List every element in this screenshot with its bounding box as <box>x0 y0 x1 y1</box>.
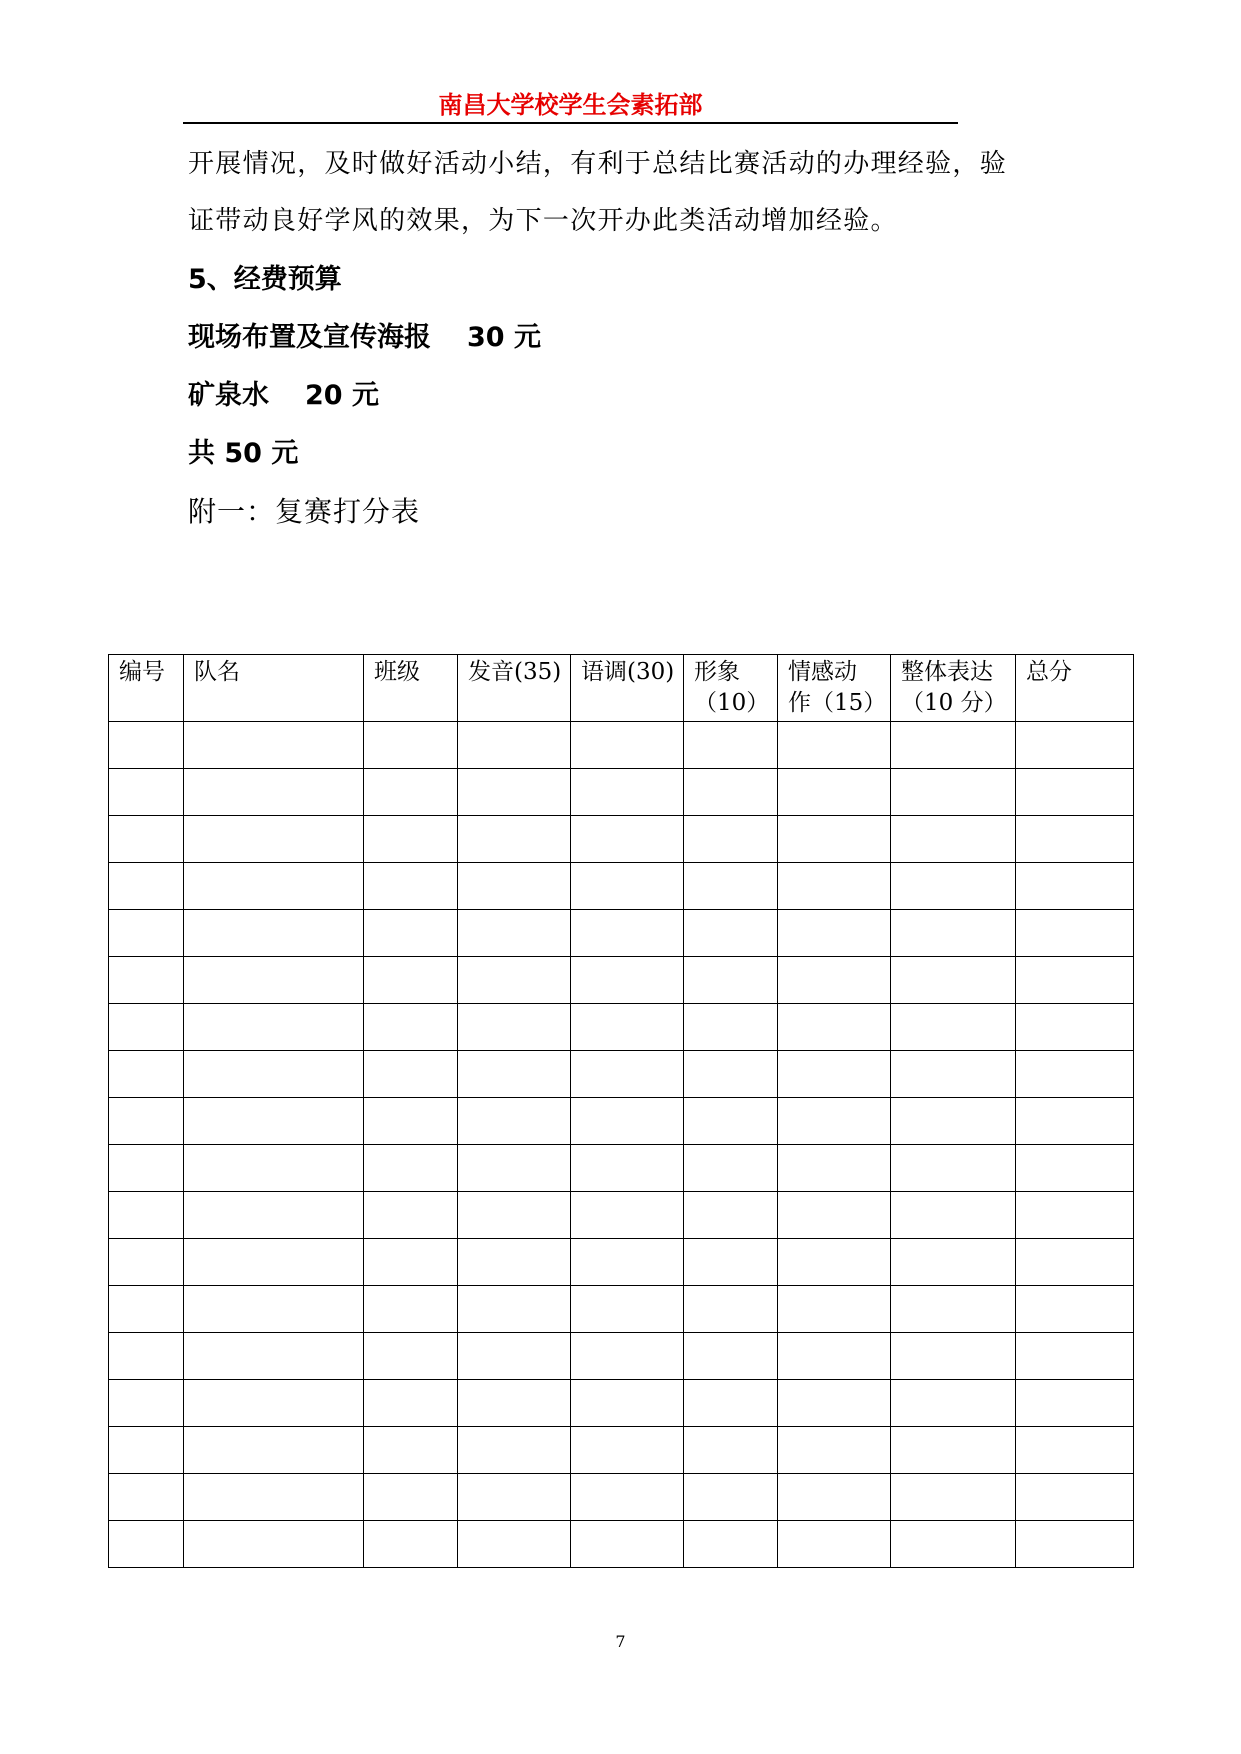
score-cell <box>891 1521 1016 1568</box>
score-cell <box>1016 957 1134 1004</box>
score-cell <box>1016 769 1134 816</box>
budget-line-2 <box>188 378 379 414</box>
score-cell <box>684 769 778 816</box>
score-cell <box>891 910 1016 957</box>
score-cell <box>891 1286 1016 1333</box>
budget-item-amount: 30 元 <box>467 322 541 353</box>
score-cell <box>364 1192 458 1239</box>
table-row <box>109 1098 1134 1145</box>
score-cell <box>778 1239 891 1286</box>
score-table <box>108 654 1134 1568</box>
score-cell <box>684 1098 778 1145</box>
score-cell <box>458 957 571 1004</box>
table-row <box>109 722 1134 769</box>
score-cell <box>364 1380 458 1427</box>
score-cell <box>458 1333 571 1380</box>
score-cell <box>109 957 184 1004</box>
column-header-pronunciation: 发音(35) <box>458 655 571 722</box>
score-cell <box>364 1239 458 1286</box>
score-cell <box>571 1051 684 1098</box>
score-cell <box>684 1521 778 1568</box>
score-cell <box>891 1004 1016 1051</box>
score-table-body <box>109 722 1134 1568</box>
score-cell <box>109 1286 184 1333</box>
score-cell <box>109 816 184 863</box>
table-row <box>109 1192 1134 1239</box>
score-cell <box>364 957 458 1004</box>
table-row <box>109 1239 1134 1286</box>
score-cell <box>458 1427 571 1474</box>
score-cell <box>109 1333 184 1380</box>
score-cell <box>684 816 778 863</box>
table-row <box>109 816 1134 863</box>
score-cell <box>571 1333 684 1380</box>
score-cell <box>571 1521 684 1568</box>
score-cell <box>364 1474 458 1521</box>
score-cell <box>571 1239 684 1286</box>
score-cell <box>1016 1333 1134 1380</box>
document-header-title: 南昌大学校学生会素拓部 <box>438 91 703 119</box>
score-cell <box>184 1145 364 1192</box>
score-cell <box>891 1427 1016 1474</box>
score-cell <box>891 1333 1016 1380</box>
score-cell <box>1016 1427 1134 1474</box>
score-cell <box>109 1192 184 1239</box>
table-row <box>109 957 1134 1004</box>
score-cell <box>458 1286 571 1333</box>
score-cell <box>109 910 184 957</box>
table-row <box>109 1004 1134 1051</box>
score-cell <box>778 769 891 816</box>
score-cell <box>778 1004 891 1051</box>
score-cell <box>109 1145 184 1192</box>
table-row <box>109 1333 1134 1380</box>
score-cell <box>109 1427 184 1474</box>
score-cell <box>184 1239 364 1286</box>
score-cell <box>778 863 891 910</box>
score-cell <box>571 863 684 910</box>
score-cell <box>364 1427 458 1474</box>
score-cell <box>778 1333 891 1380</box>
paragraph-line-2: 证带动良好学风的效果，为下一次开办此类活动增加经验。 <box>188 206 898 236</box>
score-cell <box>571 1286 684 1333</box>
table-row <box>109 1380 1134 1427</box>
score-cell <box>684 1474 778 1521</box>
score-cell <box>364 863 458 910</box>
score-cell <box>458 1051 571 1098</box>
table-row <box>109 910 1134 957</box>
score-cell <box>109 1004 184 1051</box>
score-cell <box>684 1380 778 1427</box>
table-row <box>109 1051 1134 1098</box>
score-cell <box>1016 1004 1134 1051</box>
score-cell <box>684 1286 778 1333</box>
score-cell <box>364 1098 458 1145</box>
score-cell <box>364 816 458 863</box>
score-cell <box>571 957 684 1004</box>
score-cell <box>891 1380 1016 1427</box>
budget-item-amount: 20 元 <box>305 380 379 411</box>
score-cell <box>458 1474 571 1521</box>
score-cell <box>109 722 184 769</box>
score-cell <box>364 1145 458 1192</box>
score-cell <box>109 1051 184 1098</box>
score-cell <box>458 1380 571 1427</box>
score-cell <box>1016 816 1134 863</box>
score-cell <box>571 769 684 816</box>
score-cell <box>458 863 571 910</box>
score-cell <box>891 769 1016 816</box>
budget-item-label: 矿泉水 <box>188 380 269 411</box>
score-cell <box>458 1239 571 1286</box>
table-row <box>109 1145 1134 1192</box>
score-cell <box>1016 1380 1134 1427</box>
score-cell <box>778 1192 891 1239</box>
column-header-team-name: 队名 <box>184 655 364 722</box>
score-cell <box>1016 1286 1134 1333</box>
score-cell <box>684 910 778 957</box>
score-cell <box>684 863 778 910</box>
score-cell <box>891 1474 1016 1521</box>
score-cell <box>109 863 184 910</box>
score-cell <box>458 1192 571 1239</box>
score-cell <box>684 722 778 769</box>
score-cell <box>891 1051 1016 1098</box>
column-header-class: 班级 <box>364 655 458 722</box>
score-cell <box>109 1380 184 1427</box>
score-cell <box>364 1521 458 1568</box>
score-cell <box>184 722 364 769</box>
score-cell <box>778 910 891 957</box>
score-cell <box>184 957 364 1004</box>
score-cell <box>364 1333 458 1380</box>
score-cell <box>778 1427 891 1474</box>
score-cell <box>571 1004 684 1051</box>
score-cell <box>458 1004 571 1051</box>
score-cell <box>364 1004 458 1051</box>
score-cell <box>891 1098 1016 1145</box>
score-cell <box>184 1004 364 1051</box>
column-header-overall-expression: 整体表达 （10 分） <box>891 655 1016 722</box>
table-row <box>109 769 1134 816</box>
score-cell <box>458 769 571 816</box>
score-cell <box>458 910 571 957</box>
score-cell <box>184 910 364 957</box>
score-cell <box>891 816 1016 863</box>
score-cell <box>1016 1521 1134 1568</box>
score-cell <box>109 1239 184 1286</box>
score-cell <box>778 1051 891 1098</box>
score-cell <box>684 1427 778 1474</box>
paragraph-line-1: 开展情况，及时做好活动小结，有利于总结比赛活动的办理经验，验 <box>188 149 1008 179</box>
score-cell <box>1016 1145 1134 1192</box>
score-cell <box>184 1098 364 1145</box>
score-cell <box>184 816 364 863</box>
column-header-emotion-gesture: 情感动 作（15） <box>778 655 891 722</box>
score-cell <box>364 769 458 816</box>
score-cell <box>891 1192 1016 1239</box>
table-row <box>109 1474 1134 1521</box>
score-cell <box>1016 863 1134 910</box>
score-cell <box>778 722 891 769</box>
score-cell <box>1016 1239 1134 1286</box>
score-cell <box>891 957 1016 1004</box>
score-cell <box>184 1380 364 1427</box>
column-header-number: 编号 <box>109 655 184 722</box>
score-cell <box>684 1004 778 1051</box>
score-cell <box>571 1145 684 1192</box>
score-cell <box>184 1192 364 1239</box>
budget-line-1 <box>188 320 541 356</box>
table-row <box>109 1427 1134 1474</box>
score-cell <box>184 769 364 816</box>
score-cell <box>364 1286 458 1333</box>
score-cell <box>778 957 891 1004</box>
score-cell <box>458 1145 571 1192</box>
header-rule <box>183 122 958 124</box>
score-cell <box>891 863 1016 910</box>
score-cell <box>778 1145 891 1192</box>
score-cell <box>571 910 684 957</box>
section-title-budget: 5、经费预算 <box>188 264 342 295</box>
score-cell <box>364 910 458 957</box>
score-cell <box>458 816 571 863</box>
score-cell <box>109 1521 184 1568</box>
score-cell <box>778 816 891 863</box>
score-cell <box>184 863 364 910</box>
score-cell <box>184 1427 364 1474</box>
score-cell <box>1016 1051 1134 1098</box>
score-cell <box>571 722 684 769</box>
score-cell <box>109 1098 184 1145</box>
score-cell <box>364 722 458 769</box>
score-cell <box>891 1145 1016 1192</box>
table-row <box>109 1286 1134 1333</box>
score-cell <box>184 1333 364 1380</box>
budget-total: 共 50 元 <box>188 438 299 469</box>
score-cell <box>458 1521 571 1568</box>
column-header-intonation: 语调(30) <box>571 655 684 722</box>
score-cell <box>891 1239 1016 1286</box>
score-cell <box>109 1474 184 1521</box>
score-cell <box>571 1427 684 1474</box>
score-cell <box>778 1474 891 1521</box>
score-table-header-row <box>109 655 1134 722</box>
score-cell <box>1016 1474 1134 1521</box>
column-header-appearance: 形象 （10） <box>684 655 778 722</box>
score-cell <box>571 1192 684 1239</box>
table-row <box>109 863 1134 910</box>
score-cell <box>778 1286 891 1333</box>
appendix-title: 附一：复赛打分表 <box>188 495 421 528</box>
score-cell <box>1016 910 1134 957</box>
score-cell <box>184 1286 364 1333</box>
page-number: 7 <box>615 1632 626 1651</box>
column-header-total: 总分 <box>1016 655 1134 722</box>
score-cell <box>571 1380 684 1427</box>
score-cell <box>184 1521 364 1568</box>
table-row <box>109 1521 1134 1568</box>
score-cell <box>364 1051 458 1098</box>
budget-item-label: 现场布置及宣传海报 <box>188 322 431 353</box>
score-cell <box>778 1098 891 1145</box>
score-cell <box>184 1474 364 1521</box>
score-cell <box>458 722 571 769</box>
score-cell <box>684 1333 778 1380</box>
score-cell <box>684 1239 778 1286</box>
score-cell <box>1016 1098 1134 1145</box>
score-cell <box>571 816 684 863</box>
score-cell <box>778 1380 891 1427</box>
score-cell <box>458 1098 571 1145</box>
score-cell <box>571 1474 684 1521</box>
score-cell <box>1016 1192 1134 1239</box>
score-cell <box>184 1051 364 1098</box>
score-cell <box>684 1145 778 1192</box>
score-cell <box>571 1098 684 1145</box>
score-cell <box>684 1192 778 1239</box>
score-cell <box>1016 722 1134 769</box>
score-cell <box>684 1051 778 1098</box>
score-cell <box>891 722 1016 769</box>
score-cell <box>109 769 184 816</box>
score-cell <box>684 957 778 1004</box>
score-cell <box>778 1521 891 1568</box>
